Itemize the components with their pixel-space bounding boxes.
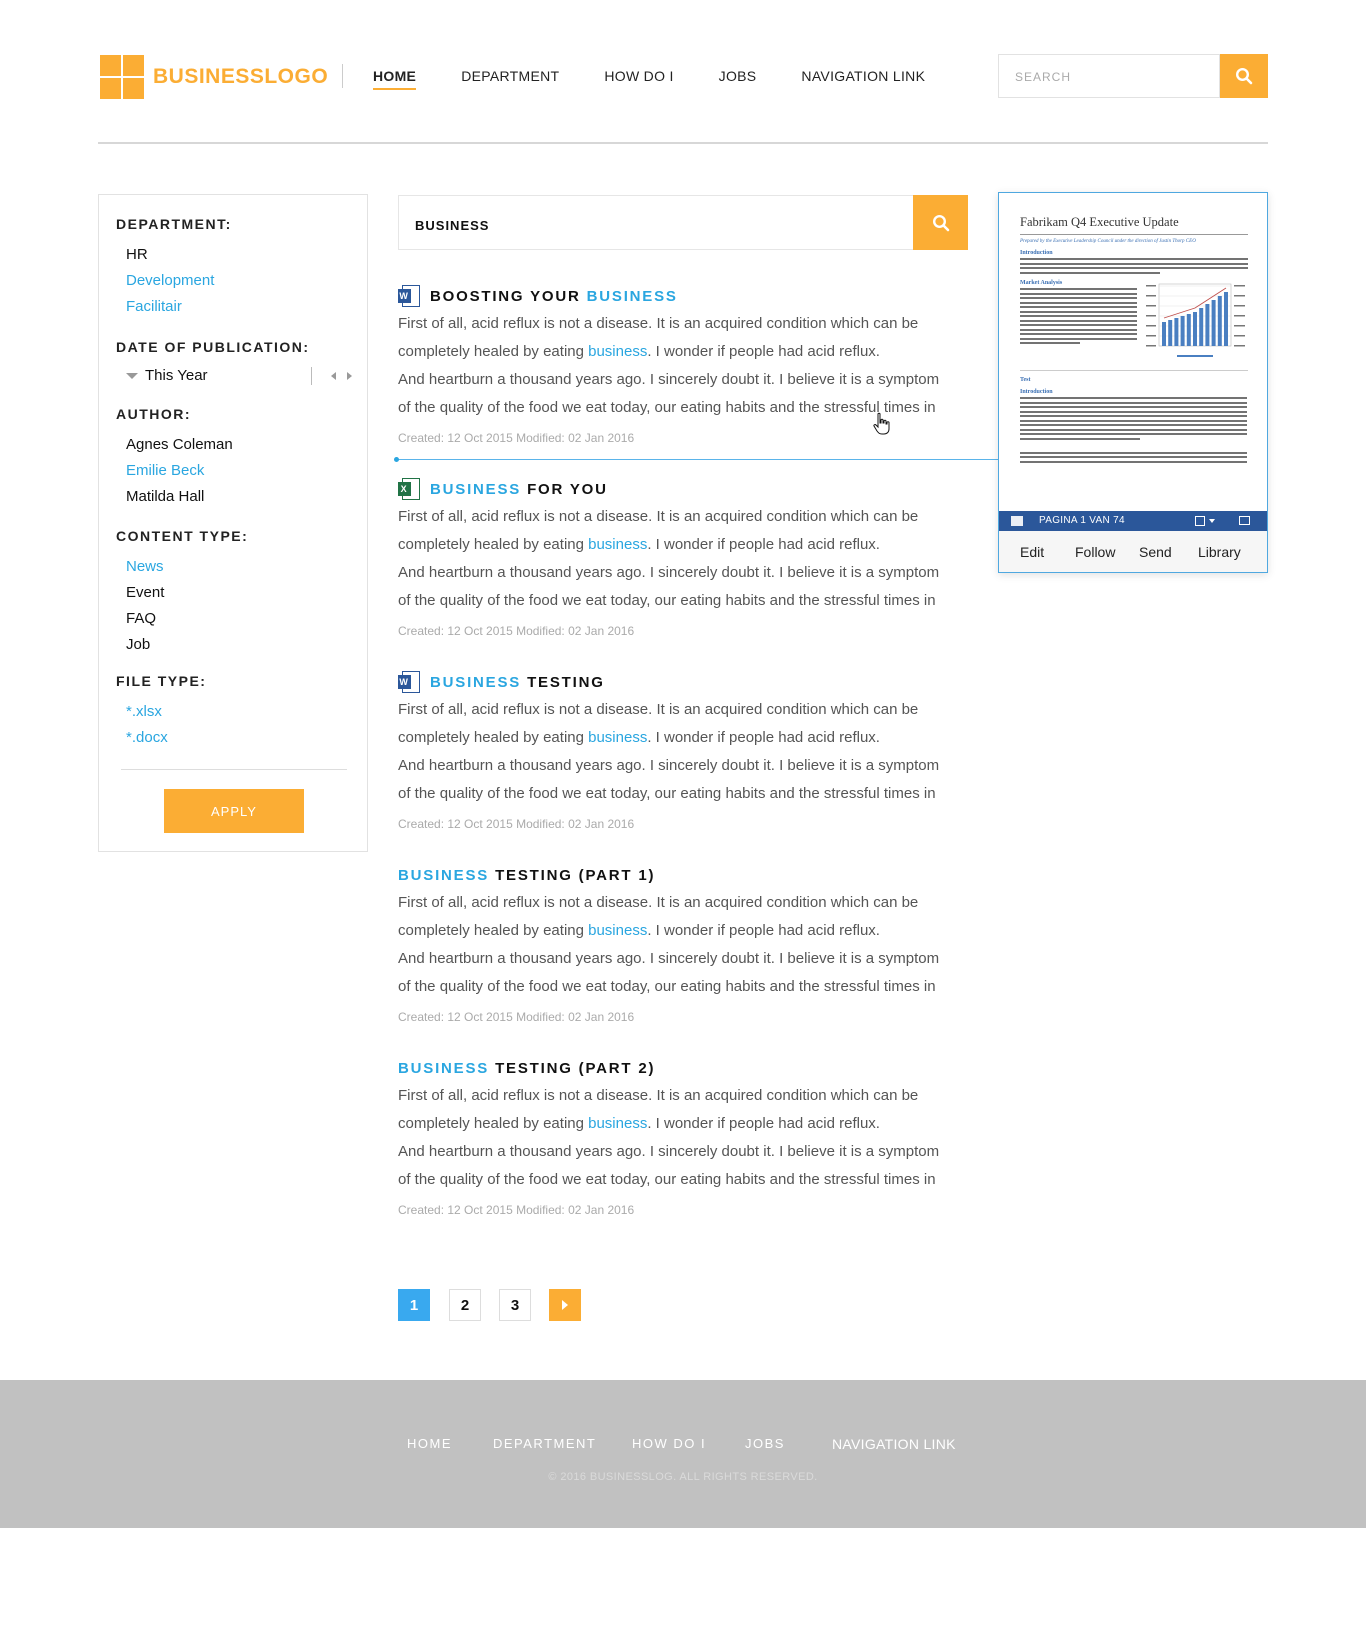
snippet-line: First of all, acid reflux is not a disease. It is an acquired condition which can be <box>398 1087 919 1104</box>
result-meta: Created: 12 Oct 2015 Modified: 02 Jan 2016 <box>398 431 635 445</box>
snippet-line: of the quality of the food we eat today, our eating habits and the stressful times in <box>398 592 936 609</box>
doc-chart-bar <box>1169 320 1173 346</box>
doc-chart-tick-right <box>1234 325 1245 327</box>
result-meta: Created: 12 Oct 2015 Modified: 02 Jan 2016 <box>398 1203 635 1217</box>
snippet-highlight[interactable]: business <box>588 536 648 553</box>
doc-chart-tick-right <box>1234 295 1245 297</box>
apply-button[interactable]: APPLY <box>164 789 304 833</box>
doc-chart-tick-right <box>1234 345 1245 347</box>
result-title-text: FOR YOU <box>527 480 608 498</box>
header-search-button[interactable] <box>1220 54 1268 98</box>
result-title[interactable] <box>398 1056 655 1080</box>
doc-chart-bar <box>1206 304 1210 346</box>
filter-department-hr[interactable]: HR <box>126 246 148 263</box>
preview-connector-line <box>396 459 998 460</box>
query-input[interactable]: BUSINESS <box>398 195 914 250</box>
hand-cursor-icon <box>872 412 892 436</box>
result-snippet <box>398 503 958 615</box>
filter-heading-content-type: CONTENT TYPE: <box>116 528 249 544</box>
result-meta: Created: 12 Oct 2015 Modified: 02 Jan 2016 <box>398 624 635 638</box>
snippet-line: of the quality of the food we eat today, our eating habits and the stressful times in <box>398 785 936 802</box>
nav-home[interactable]: HOME <box>373 68 417 84</box>
filter-author-agnes-coleman[interactable]: Agnes Coleman <box>126 436 233 453</box>
snippet-highlight[interactable]: business <box>588 1115 648 1132</box>
date-select[interactable] <box>126 367 350 387</box>
doc-chart-tick-left <box>1146 315 1156 317</box>
search-icon <box>1235 67 1253 85</box>
filter-panel <box>98 194 368 852</box>
doc-section-heading: Introduction <box>1020 250 1053 256</box>
preview-connector-dot <box>394 457 399 462</box>
snippet-line: of the quality of the food we eat today, our eating habits and the stressful times in <box>398 399 936 416</box>
site-header <box>98 52 1268 102</box>
doc-chart-legend <box>1177 355 1213 357</box>
doc-divider <box>1020 370 1248 371</box>
result-title-text: BOOSTING YOUR <box>430 287 581 305</box>
header-search-input[interactable]: SEARCH <box>998 54 1220 98</box>
send-action[interactable]: Send <box>1139 544 1172 560</box>
caret-down-icon <box>126 373 138 379</box>
footer-nav-jobs[interactable]: JOBS <box>745 1436 785 1451</box>
document-preview-card[interactable] <box>998 192 1268 573</box>
snippet-line: completely healed by eating business. I wonder if people had acid reflux. <box>398 1115 880 1132</box>
snippet-highlight[interactable]: business <box>588 922 648 939</box>
nav-jobs[interactable]: JOBS <box>718 68 757 84</box>
site-footer <box>0 1380 1366 1528</box>
footer-nav-department[interactable]: DEPARTMENT <box>493 1436 597 1451</box>
filter-content-faq[interactable]: FAQ <box>126 610 157 627</box>
nav-department[interactable]: DEPARTMENT <box>461 68 560 84</box>
footer-nav-how-do-i[interactable]: HOW DO I <box>632 1436 707 1451</box>
snippet-line: completely healed by eating business. I wonder if people had acid reflux. <box>398 922 880 939</box>
doc-columns <box>1020 276 1247 364</box>
doc-title: Fabrikam Q4 Executive Update <box>1020 215 1179 229</box>
preview-toolbar <box>999 511 1267 531</box>
result-snippet <box>398 696 958 808</box>
doc-chart-tick-left <box>1146 325 1156 327</box>
doc-market-analysis <box>1020 276 1137 364</box>
filter-author-matilda-hall[interactable]: Matilda Hall <box>126 488 205 505</box>
edit-action[interactable]: Edit <box>1020 544 1045 560</box>
result-title-highlight: BUSINESS <box>398 1059 490 1077</box>
doc-chart-tick-right <box>1234 285 1245 287</box>
doc-chart-bar <box>1218 296 1222 346</box>
library-action[interactable]: Library <box>1198 544 1241 560</box>
view-mode-icon[interactable] <box>1195 516 1205 526</box>
excel-file-icon: X <box>398 478 420 500</box>
filter-heading-file-type: FILE TYPE: <box>116 673 207 689</box>
snippet-line: And heartburn a thousand years ago. I sincerely doubt it. I believe it is a symptom <box>398 371 940 388</box>
logo-mark-icon <box>100 55 144 99</box>
page-button-3[interactable]: 3 <box>499 1289 531 1321</box>
snippet-highlight[interactable]: business <box>588 343 648 360</box>
doc-chart-tick-right <box>1234 315 1245 317</box>
doc-chart-bar <box>1181 316 1185 346</box>
doc-chart-tick-right <box>1234 335 1245 337</box>
snippet-line: First of all, acid reflux is not a disease. It is an acquired condition which can be <box>398 894 919 911</box>
filter-file-xlsx[interactable]: *.xlsx <box>126 703 162 720</box>
doc-text-block <box>1020 288 1137 344</box>
doc-chart-bar <box>1200 308 1204 346</box>
result-snippet <box>398 889 958 1001</box>
result-title-highlight: BUSINESS <box>398 866 490 884</box>
doc-chart-tick-left <box>1146 285 1156 287</box>
result-title-highlight: BUSINESS <box>586 287 678 305</box>
snippet-line: And heartburn a thousand years ago. I sincerely doubt it. I believe it is a symptom <box>398 564 940 581</box>
result-title[interactable] <box>398 670 605 694</box>
doc-subtitle: Prepared by the Executive Leadership Council under the direction of Justin Thorp CEO <box>1020 239 1196 244</box>
page-indicator: PAGINA 1 VAN 74 <box>1039 515 1125 526</box>
result-title[interactable] <box>398 284 678 308</box>
doc-chart-bar <box>1224 292 1228 346</box>
popout-icon[interactable] <box>1239 516 1250 525</box>
filter-file-docx[interactable]: *.docx <box>126 729 168 746</box>
search-icon <box>932 214 950 232</box>
date-select-divider <box>311 367 312 385</box>
filter-content-event[interactable]: Event <box>126 584 165 601</box>
doc-bar-chart <box>1145 282 1247 364</box>
doc-chart-tick-left <box>1146 295 1156 297</box>
next-page-button[interactable] <box>549 1289 581 1321</box>
preview-actions <box>999 531 1267 573</box>
doc-chart-tick-left <box>1146 345 1156 347</box>
snippet-line: completely healed by eating business. I wonder if people had acid reflux. <box>398 729 880 746</box>
doc-section-heading: Market Analysis <box>1020 280 1063 286</box>
doc-chart-bar <box>1193 312 1197 346</box>
doc-chart-bar <box>1187 314 1191 346</box>
logo-text: BUSINESSLOGO <box>153 65 329 88</box>
result-meta: Created: 12 Oct 2015 Modified: 02 Jan 2016 <box>398 817 635 831</box>
word-file-icon: W <box>398 671 420 693</box>
page-button-1[interactable]: 1 <box>398 1289 430 1321</box>
main-nav <box>373 68 970 84</box>
logo[interactable] <box>100 55 328 99</box>
result-title-text: TESTING <box>527 673 605 691</box>
doc-chart-tick-right <box>1234 305 1245 307</box>
doc-text-block <box>1020 452 1247 463</box>
filter-content-news[interactable]: News <box>126 558 164 575</box>
nav-navigation-link[interactable]: NAVIGATION LINK <box>801 68 926 84</box>
doc-chart-bar <box>1212 300 1216 346</box>
filter-heading-department: DEPARTMENT: <box>116 216 232 232</box>
snippet-line: And heartburn a thousand years ago. I sincerely doubt it. I believe it is a symptom <box>398 757 940 774</box>
result-title-text: TESTING (PART 1) <box>495 866 656 884</box>
doc-chart-bar <box>1162 322 1166 346</box>
snippet-line: And heartburn a thousand years ago. I sincerely doubt it. I believe it is a symptom <box>398 1143 940 1160</box>
arrow-left-icon[interactable] <box>331 372 336 380</box>
caret-down-icon[interactable] <box>1209 519 1215 523</box>
filter-content-job[interactable]: Job <box>126 636 151 653</box>
snippet-highlight[interactable]: business <box>588 729 648 746</box>
doc-chart-tick-left <box>1146 305 1156 307</box>
filter-department-development[interactable]: Development <box>126 272 215 289</box>
result-meta: Created: 12 Oct 2015 Modified: 02 Jan 2016 <box>398 1010 635 1024</box>
word-file-icon <box>1011 516 1023 526</box>
doc-title-rule <box>1020 234 1248 235</box>
snippet-line: of the quality of the food we eat today, our eating habits and the stressful times in <box>398 978 936 995</box>
doc-section-heading: Test <box>1020 377 1031 383</box>
snippet-line: First of all, acid reflux is not a disease. It is an acquired condition which can be <box>398 701 919 718</box>
filter-heading-date: DATE OF PUBLICATION: <box>116 339 310 355</box>
page-button-2[interactable]: 2 <box>449 1289 481 1321</box>
snippet-line: First of all, acid reflux is not a disease. It is an acquired condition which can be <box>398 315 919 332</box>
header-divider <box>98 142 1268 144</box>
chevron-right-icon <box>561 1300 569 1310</box>
follow-action[interactable]: Follow <box>1075 544 1116 560</box>
result-snippet <box>398 1082 958 1194</box>
snippet-line: completely healed by eating business. I wonder if people had acid reflux. <box>398 536 880 553</box>
filter-divider <box>121 769 347 770</box>
query-search-button[interactable] <box>913 195 968 250</box>
footer-nav-navigation-link[interactable]: NAVIGATION LINK <box>832 1436 956 1452</box>
document-thumbnail <box>999 193 1267 511</box>
snippet-line: First of all, acid reflux is not a disease. It is an acquired condition which can be <box>398 508 919 525</box>
arrow-right-icon[interactable] <box>347 372 352 380</box>
result-title[interactable] <box>398 477 608 501</box>
doc-chart-tick-left <box>1146 335 1156 337</box>
doc-section-heading: Introduction <box>1020 389 1053 395</box>
result-title-highlight: BUSINESS <box>430 673 522 691</box>
logo-divider <box>342 64 343 88</box>
date-select-value: This Year <box>145 367 208 384</box>
result-title-text: TESTING (PART 2) <box>495 1059 656 1077</box>
snippet-line: And heartburn a thousand years ago. I sincerely doubt it. I believe it is a symptom <box>398 950 940 967</box>
doc-text-block <box>1020 397 1247 440</box>
doc-text-block <box>1020 258 1247 274</box>
filter-author-emilie-beck[interactable]: Emilie Beck <box>126 462 205 479</box>
result-snippet <box>398 310 958 422</box>
nav-how-do-i[interactable]: HOW DO I <box>604 68 674 84</box>
filter-department-facilitair[interactable]: Facilitair <box>126 298 182 315</box>
result-title[interactable] <box>398 863 655 887</box>
snippet-line: completely healed by eating business. I wonder if people had acid reflux. <box>398 343 880 360</box>
result-title-highlight: BUSINESS <box>430 480 522 498</box>
copyright-text: © 2016 BUSINESSLOG. ALL RIGHTS RESERVED. <box>548 1471 818 1483</box>
filter-heading-author: AUTHOR: <box>116 406 192 422</box>
word-file-icon: W <box>398 285 420 307</box>
doc-chart-bar <box>1175 318 1179 346</box>
snippet-line: of the quality of the food we eat today, our eating habits and the stressful times in <box>398 1171 936 1188</box>
footer-nav-home[interactable]: HOME <box>407 1436 452 1451</box>
